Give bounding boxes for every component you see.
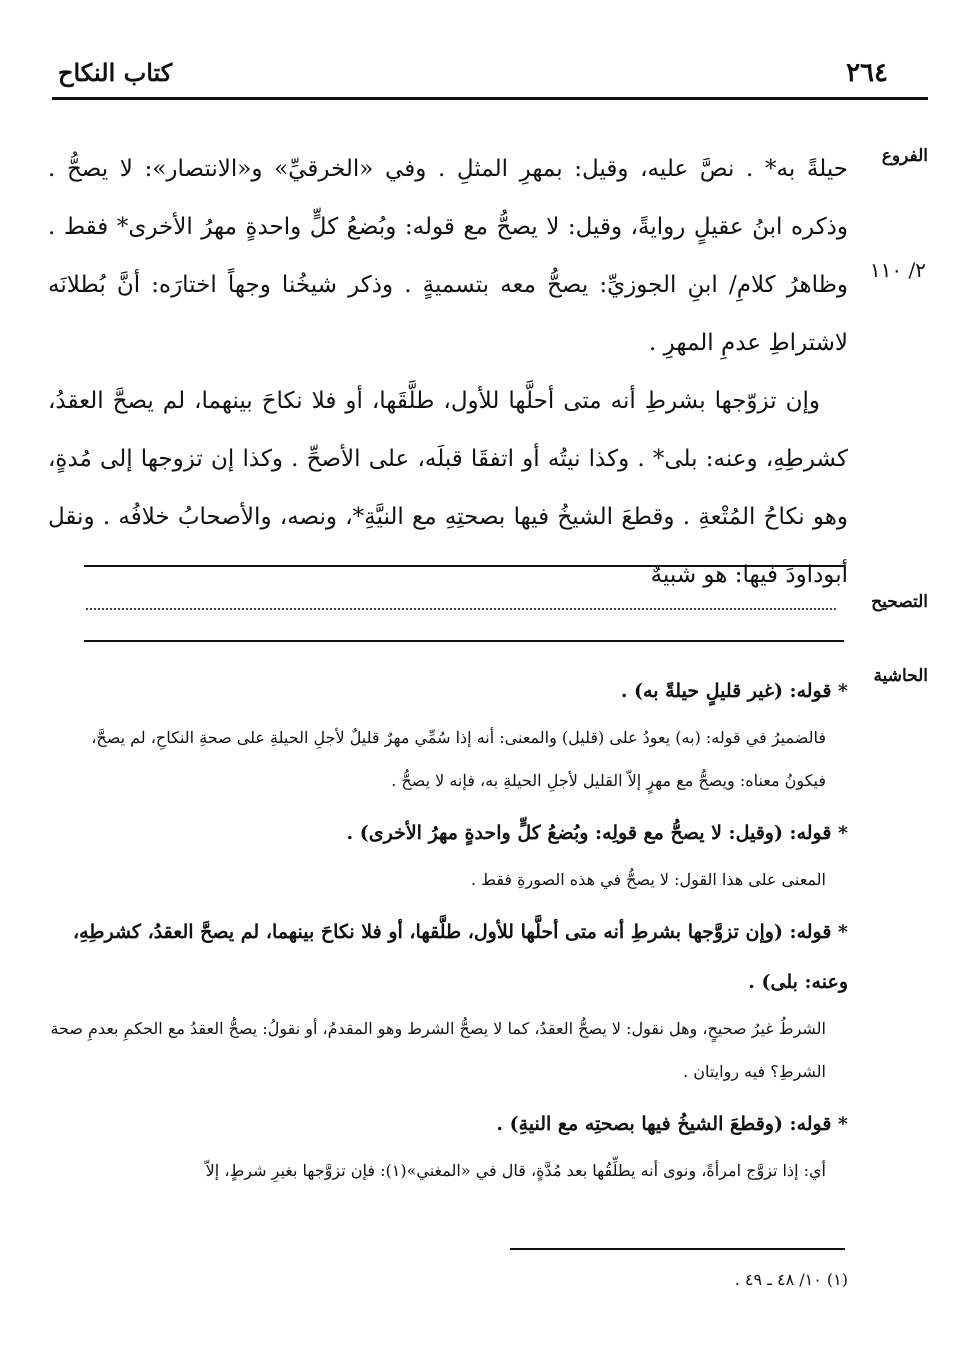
main-paragraph-1: حيلةً به* . نصَّ عليه، وقيل: بمهرِ المثلِ . وفي «الخرقيِّ» و«الانتصار»: لا يصحُّ . وذكره ابنُ عقيلٍ روايةً، وقيل: لا يصحُّ مع قوله: وبُضعُ كلٍّ واحدةٍ مهرُ الأخرى* فقط . وظاهرُ كلامِ/ ابنِ الجوزيِّ: يصحُّ معه بتسميةٍ . وذكر شيخُنا وجهاً اختارَه: أنَّ بُطلانَه لاشتراطِ عدمِ المهرِ . <box>48 156 848 356</box>
note-3-body: الشرطُ غيرُ صحيحٍ، وهل نقول: لا يصحُّ العقدُ، كما لا يصحُّ الشرط وهو المقدمُ، أو نقولُ: يصحُّ العقدُ مع الحكمِ بعدمِ صحة الشرطِ؟ فيه روايتان . <box>50 1019 826 1081</box>
margin-page-reference: ٢/ ١١٠ <box>869 258 926 282</box>
note-2-body: المعنى على هذا القول: لا يصحُّ في هذه الصورةِ فقط . <box>470 870 826 889</box>
note-4-body: أي: إذا تزوَّج امرأةً، ونوى أنه يطلِّقُها بعد مُدَّةٍ، قال في «المغني»(١): فإن تزوَّجها بغيرِ شرطٍ، إلاّ <box>205 1161 826 1180</box>
page-number: ٢٦٤ <box>846 58 888 88</box>
margin-label-tashih: التصحيح <box>871 592 928 612</box>
note-2-heading: * قوله: (وقيل: لا يصحُّ مع قولِه: وبُضعُ كلٍّ واحدةٍ مهرُ الأخرى) . <box>346 822 848 844</box>
main-text <box>48 140 848 604</box>
main-paragraph-2: وإن تزوّجها بشرطِ أنه متى أحلَّها للأول، طلَّقَها، أو فلا نكاحَ بينهما، لم يصحَّ العقدُ، كشرطِهِ، وعنه: بلى* . وكذا نيتُه أو اتفقَا قبلَه، على الأصحِّ . وكذا إن تزوجها إلى مُدةٍ، وهو نكاحُ المُتْعةِ . وقطعَ الشيخُ فيها بصحتِهِ مع النيَّةِ*، ونصه، والأصحابُ خلافُه . ونقل أبوداودَ فيها: هو شبيهٌ <box>48 388 848 588</box>
footnote: (١) ١٠/ ٤٨ ـ ٤٩ . <box>734 1270 848 1289</box>
margin-label-hashiya: الحاشية <box>873 666 928 686</box>
note-1-body: فالضميرُ في قوله: (به) يعودُ على (قليل) والمعنى: أنه إذا سُمِّي مهرٌ قليلٌ لأجلِ الحيلةِ على صحةِ النكاحِ، لم يصحَّ، فيكونُ معناه: ويصحُّ مع مهرٍ إلاّ القليل لأجلِ الحيلةِ به، فإنه لا يصحُّ . <box>91 728 826 790</box>
running-header-title: كتاب النكاح <box>58 58 173 87</box>
note-1-heading: * قوله: (غير قليلٍ حيلةً به) . <box>620 680 848 702</box>
margin-label-furu: الفروع <box>881 146 928 166</box>
section-rule-top <box>84 565 844 567</box>
note-3-heading: * قوله: (وإن تزوَّجها بشرطِ أنه متى أحلَّها للأول، طلَّقها، أو فلا نكاحَ بينهما، لم يصحَّ العقدُ، كشرطِهِ، وعنه: بلى) . <box>73 921 848 993</box>
header-rule <box>52 97 928 100</box>
note-4-heading: * قوله: (وقطعَ الشيخُ فيها بصحتِه مع النيةِ) . <box>496 1113 848 1135</box>
section-rule-bottom <box>84 640 844 642</box>
footnote-rule <box>510 1248 845 1250</box>
tashih-dotted-line <box>86 588 836 610</box>
commentary-notes <box>48 666 848 1198</box>
